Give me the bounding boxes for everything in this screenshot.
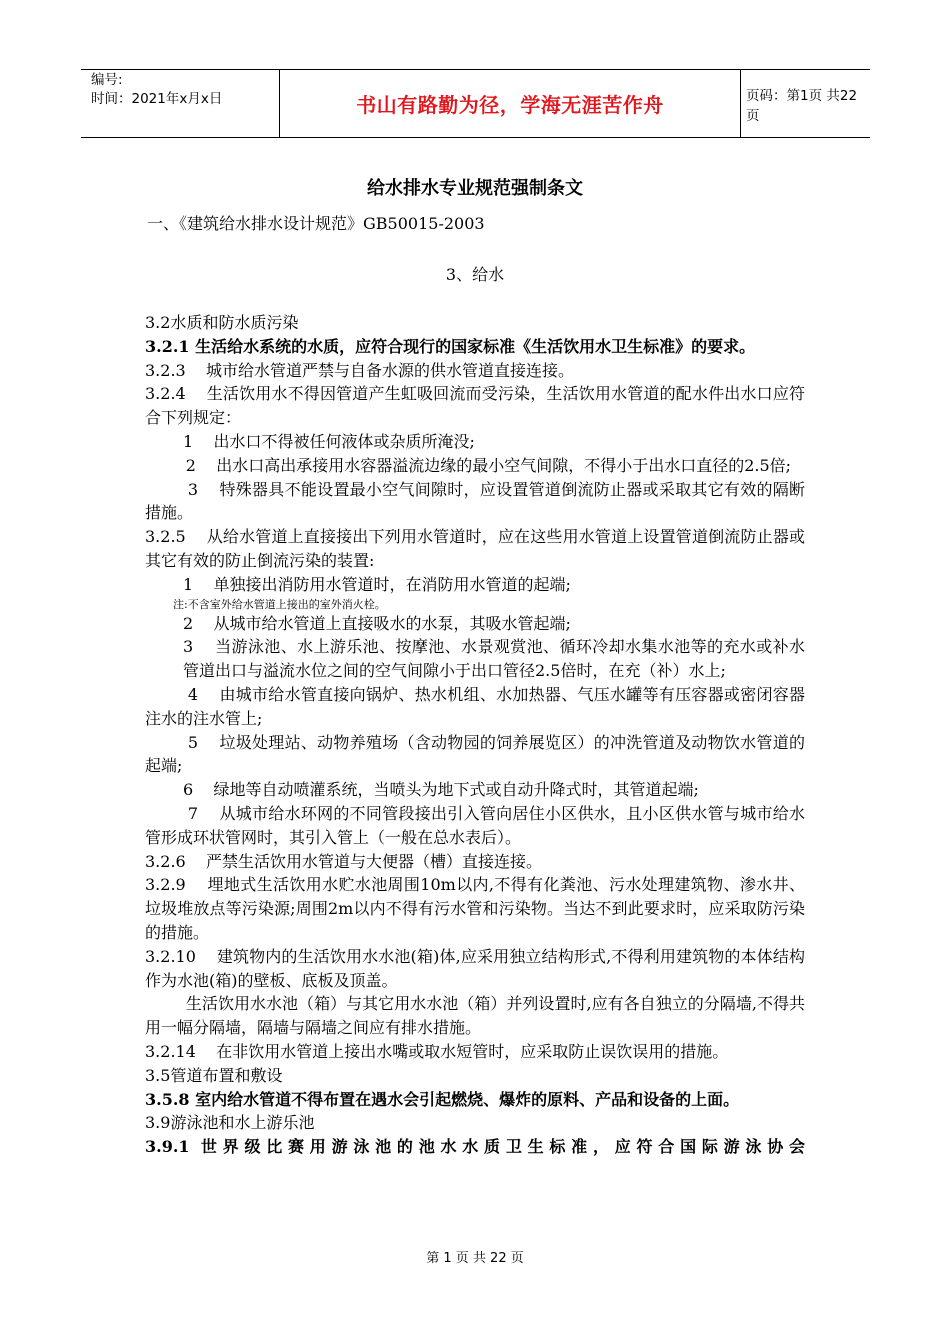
section-heading: 3.5管道布置和敷设 [145,1065,283,1085]
clause-paragraph: 2 出水口高出承接用水容器溢流边缘的最小空气间隙，不得小于出水口直径的2.5倍; [145,455,792,475]
clause-paragraph: 2 从城市给水管道上直接吸水的水泵，其吸水管起端; [183,613,571,633]
header-page-info: 页码：第1页 共22页 [746,87,858,124]
document-title: 给水排水专业规范强制条文 [367,178,583,199]
note-text: 注:不含室外给水管道上接出的室外消火栓。 [173,597,386,611]
clause-paragraph: 3.5.8 室内给水管道不得布置在遇水会引起燃烧、爆炸的原料、产品和设备的上面。 [145,1089,740,1109]
clause-paragraph: 6 绿地等自动喷灌系统，当喷头为地下式或自动升降式时，其管道起端; [183,780,699,800]
clause-paragraph: 1 单独接出消防用水管道时，在消防用水管道的起端; [183,574,571,594]
clause-paragraph: 3 当游泳池、水上游乐池、按摩池、水景观赏池、循环冷却水集水池等的充水或补水管道出口与溢流水位之间的空气间隙小于出口管径2.5倍时，在充（补）水上; [183,637,805,681]
document-number-label: 编号: [91,72,123,88]
clause-paragraph: 3.2.10 建筑物内的生活饮用水水池(箱)体,应采用独立结构形式,不得利用建筑物的本体结构作为水池(箱)的壁板、底板及顶盖。 [145,946,805,990]
header-motto: 书山有路勤为径，学海无涯苦作舟 [356,93,664,117]
clause-paragraph: 3.2.5 从给水管道上直接接出下列用水管道时，应在这些用水管道上设置管道倒流防止器或其它有效的防止倒流污染的装置: [145,527,805,570]
document-subtitle: 一、《建筑给水排水设计规范》GB50015-2003 [147,214,485,233]
clause-paragraph: 3 特殊器具不能设置最小空气间隙时，应设置管道倒流防止器或采取其它有效的隔断措施。 [145,479,806,523]
clause-paragraph: 3.2.3 城市给水管道严禁与自备水源的供水管道直接连接。 [145,360,575,380]
document-time-label: 时间：2021年x月x日 [91,91,223,107]
clause-paragraph: 4 由城市给水管直接向锅炉、热水机组、水加热器、气压水罐等有压容器或密闭容器注水的注水管上; [145,684,806,728]
header-meta [81,70,279,138]
page-footer: 第 1 页 共 22 页 [426,1251,524,1266]
clause-paragraph: 1 出水口不得被任何液体或杂质所淹没; [183,431,475,451]
document-body [145,311,805,1159]
page-header [81,69,870,138]
clause-paragraph: 3.2.1 生活给水系统的水质，应符合现行的国家标准《生活饮用水卫生标准》的要求。 [145,336,756,356]
chapter-heading: 3、给水 [445,265,505,284]
clause-paragraph: 3.9.1 世界级比赛用游泳池的池水水质卫生标准，应符合国际游泳协会 [145,1137,805,1157]
clause-paragraph: 3.2.9 埋地式生活饮用水贮水池周围10m以内,不得有化粪池、污水处理建筑物、渗水井、垃圾堆放点等污染源;周围2m以内不得有污水管和污染物。当达不到此要求时，应采取防污染的措施。 [145,875,805,942]
clause-paragraph: 3.2.14 在非饮用水管道上接出水嘴或取水短管时，应采取防止误饮误用的措施。 [145,1041,729,1061]
clause-paragraph: 生活饮用水水池（箱）与其它用水水池（箱）并列设置时,应有各自独立的分隔墙,不得共用一幅分隔墙，隔墙与隔墙之间应有排水措施。 [145,994,805,1038]
clause-paragraph: 5 垃圾处理站、动物养殖场（含动物园的饲养展览区）的冲洗管道及动物饮水管道的起端; [145,732,806,776]
clause-paragraph: 3.2.6 严禁生活饮用水管道与大便器（槽）直接连接。 [145,851,543,871]
clause-paragraph: 3.2.4 生活饮用水不得因管道产生虹吸回流而受污染，生活饮用水管道的配水件出水口应符合下列规定： [145,384,805,428]
clause-paragraph: 7 从城市给水环网的不同管段接出引入管向居住小区供水，且小区供水管与城市给水管形成环状管网时，其引入管上（一般在总水表后）。 [145,803,806,847]
section-heading: 3.2水质和防水质污染 [145,313,299,332]
section-heading: 3.9游泳池和水上游乐池 [145,1113,315,1133]
header-motto-cell [279,70,741,137]
